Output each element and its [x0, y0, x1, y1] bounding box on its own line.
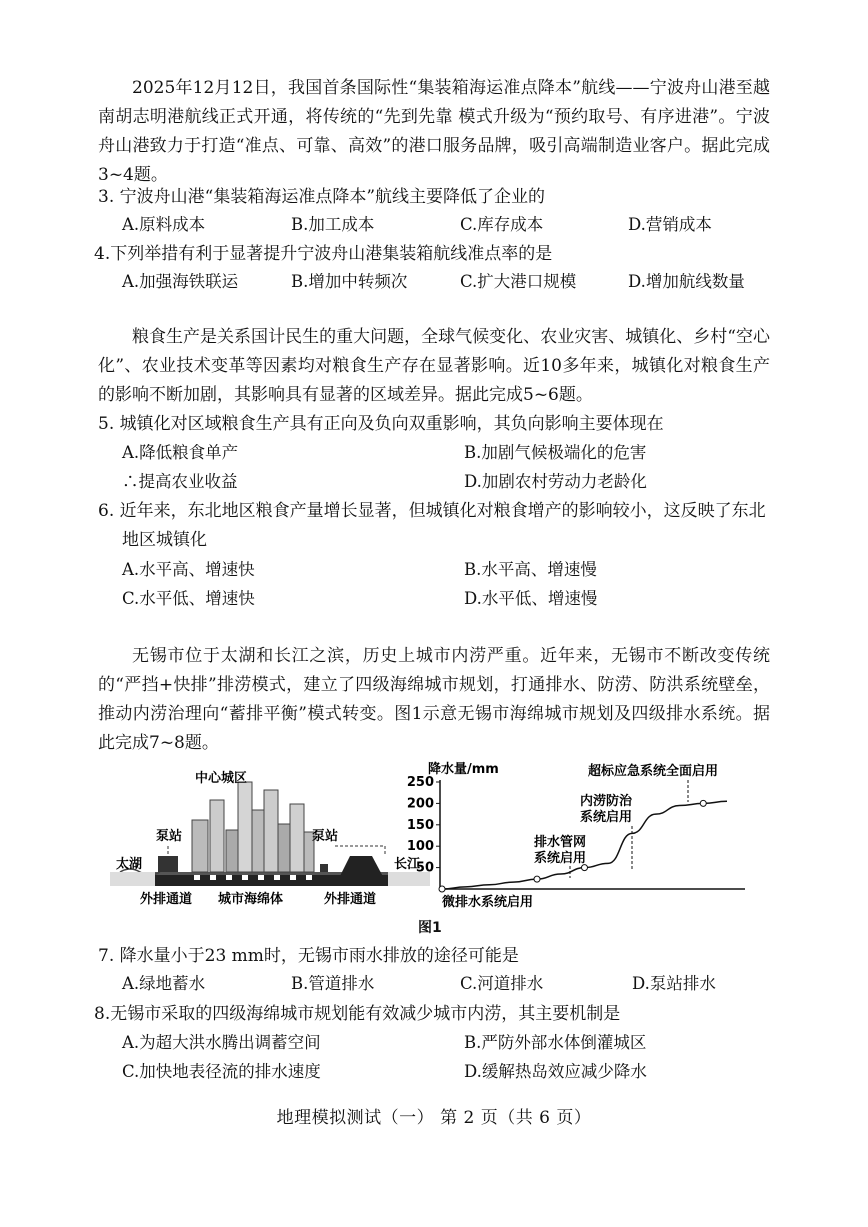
q6-option-b: B.水平高、增速慢 [464, 560, 597, 579]
annotation-point [700, 800, 706, 806]
building [238, 782, 252, 872]
chart-ylabel: 降水量/mm [428, 762, 499, 777]
y-tick-label: 150 [406, 817, 434, 833]
label-center-city: 中心城区 [195, 771, 248, 786]
label-river: 长江 [394, 857, 421, 872]
sponge-cell [242, 875, 248, 880]
q6-option-a: A.水平高、增速快 [122, 560, 255, 579]
sponge-cell [226, 875, 232, 880]
passage-5-6: 粮食生产是关系国计民生的重大问题，全球气候变化、农业灾害、城镇化、乡村“空心化”、农业技术变革等因素均对粮食生产存在显著影响。近10多年来，城镇化对粮食生产的影响不断加剧，其影响具有显著的区域差异。据此完成5~6题。 [98, 327, 770, 405]
y-tick-label: 50 [415, 860, 434, 876]
ann-pipe-line2: 系统启用 [534, 851, 587, 866]
ann-pipe-line1: 排水管网 [534, 835, 587, 850]
q8-option-a: A.为超大洪水腾出调蓄空间 [122, 1033, 321, 1052]
figure-caption: 图1 [418, 920, 442, 936]
question-6-stem [98, 497, 770, 555]
q3-option-d: D.营销成本 [628, 215, 712, 234]
q3-option-b: B.加工成本 [291, 215, 375, 234]
q5-option-c: ∴提高农业收益 [122, 472, 238, 491]
sponge-cell [258, 875, 264, 880]
leader-line [335, 846, 385, 856]
question-6-stem-text: 6. 近年来，东北地区粮食产量增长显著，但城镇化对粮食增产的影响较小，这反映了东北地区城镇化 [98, 501, 766, 550]
q8-option-c: C.加快地表径流的排水速度 [122, 1062, 321, 1081]
figure-1-svg [110, 760, 770, 932]
building [290, 804, 304, 872]
page-footer: 地理模拟测试（一） 第 2 页（共 6 页） [276, 1108, 592, 1128]
sponge-cell [274, 875, 280, 880]
pump-station-right [320, 864, 328, 872]
label-drain-right: 外排通道 [324, 892, 377, 907]
y-tick-label: 250 [406, 775, 434, 790]
building [264, 790, 278, 872]
building [192, 820, 208, 872]
passage-7-8: 无锡市位于太湖和长江之滨，历史上城市内涝严重。近年来，无锡市不断改变传统的“严挡+快排”排涝模式，建立了四级海绵城市规划，打通排水、防涝、防洪系统壁垒，推动内涝治理向“蓄排平衡”模式转变。图1示意无锡市海绵城市规划及四级排水系统。据此完成7~8题。 [98, 646, 770, 753]
q7-option-c: C.河道排水 [460, 974, 544, 993]
q5-option-d: D.加剧农村劳动力老龄化 [464, 472, 647, 491]
q8-option-b: B.严防外部水体倒灌城区 [464, 1033, 647, 1052]
y-tick-label: 100 [406, 839, 434, 855]
sponge-cell [290, 875, 296, 880]
q3-option-c: C.库存成本 [460, 215, 544, 234]
river-dike [335, 856, 388, 886]
q7-option-b: B.管道排水 [291, 974, 375, 993]
question-7-stem: 7. 降水量小于23 mm时，无锡市雨水排放的途径可能是 [98, 946, 519, 966]
figure-1 [110, 760, 770, 932]
passage-3-4: 2025年12月12日，我国首条国际性“集装箱海运准点降本”航线——宁波舟山港至越南胡志明港航线正式开通，将传统的“先到先靠 模式升级为“预约取号、有序进港”。宁波舟山港致力于打造“准点、可靠、高效”的港口服务品牌，吸引高端制造业客户。据此完成3~4题。 [98, 78, 770, 185]
sponge-city-diagram [110, 770, 430, 907]
q6-option-c: C.水平低、增速快 [122, 589, 255, 608]
pump-station-left [158, 856, 178, 872]
building [252, 810, 264, 872]
lake-water [110, 872, 155, 886]
q5-option-b: B.加剧气候极端化的危害 [464, 443, 647, 462]
q4-option-c: C.扩大港口规模 [460, 272, 577, 291]
question-8-stem: 8.无锡市采取的四级海绵城市规划能有效减少城市内涝，其主要机制是 [94, 1004, 621, 1024]
q4-option-d: D.增加航线数量 [628, 272, 745, 291]
q7-option-a: A.绿地蓄水 [122, 974, 206, 993]
question-3-stem: 3. 宁波舟山港“集装箱海运准点降本”航线主要降低了企业的 [98, 187, 546, 207]
annotation-point [439, 886, 445, 892]
q5-option-a: A.降低粮食单产 [122, 443, 239, 462]
building [210, 800, 224, 872]
label-pump-left: 泵站 [156, 829, 183, 844]
q4-option-b: B.增加中转频次 [291, 272, 408, 291]
annotation-point [534, 876, 540, 882]
q7-option-d: D.泵站排水 [632, 974, 716, 993]
q6-option-d: D.水平低、增速慢 [464, 589, 598, 608]
rainfall-chart [407, 761, 745, 910]
sponge-cell [210, 875, 216, 880]
label-sponge: 城市海绵体 [218, 892, 284, 907]
y-tick-label: 200 [406, 796, 434, 812]
ann-micro: 微排水系统启用 [442, 895, 534, 910]
question-5-stem: 5. 城镇化对区域粮食生产具有正向及负向双重影响，其负向影响主要体现在 [98, 414, 664, 434]
label-pump-right: 泵站 [312, 829, 339, 844]
q4-option-a: A.加强海铁联运 [122, 272, 239, 291]
ann-flood-line2: 系统启用 [580, 810, 633, 825]
sponge-cell [194, 875, 200, 880]
label-lake: 太湖 [116, 857, 143, 872]
label-drain-left: 外排通道 [140, 892, 193, 907]
ann-flood-line1: 内涝防治 [580, 794, 633, 809]
building [226, 830, 238, 872]
ann-emergency: 超标应急系统全面启用 [588, 764, 719, 779]
q8-option-d: D.缓解热岛效应减少降水 [464, 1062, 647, 1081]
sponge-cell [306, 875, 312, 880]
question-4-stem: 4.下列举措有利于显著提升宁波舟山港集装箱航线准点率的是 [94, 244, 553, 264]
building [278, 824, 290, 872]
q3-option-a: A.原料成本 [122, 215, 206, 234]
